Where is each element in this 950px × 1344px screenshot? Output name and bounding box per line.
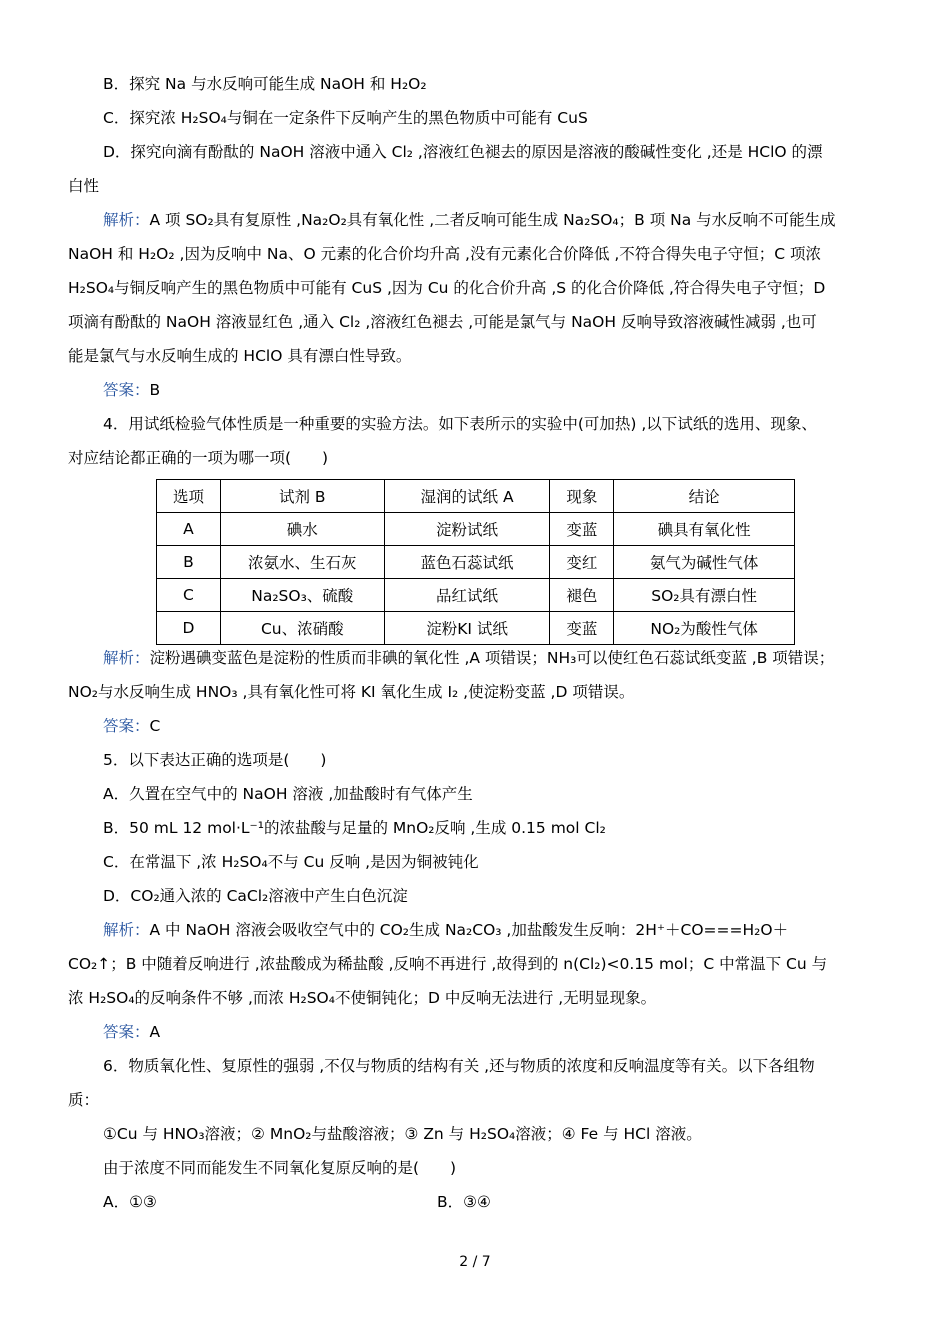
experiment-table (156, 479, 795, 645)
table-header: 湿润的试纸 A (384, 480, 550, 513)
analysis-text: A 中 NaOH 溶液会吸收空气中的 CO₂生成 Na₂CO₃ ,加盐酸发生反响：2H⁺＋CO===H₂O＋ (149, 921, 789, 939)
q3-option-c: C．探究浓 H₂SO₄与铜在一定条件下反响产生的黑色物质中可能有 CuS (103, 109, 588, 127)
table-cell: C (157, 579, 221, 612)
q3-analysis-line: NaOH 和 H₂O₂ ,因为反响中 Na、O 元素的化合价均升高 ,没有元素化合价降低 ,不符合得失电子守恒；C 项浓 (68, 245, 822, 263)
q5-stem: 5．以下表达正确的选项是( ) (103, 751, 327, 769)
table-header-row (157, 480, 795, 513)
table-row (157, 513, 795, 546)
q4-stem-cont: 对应结论都正确的一项为哪一项( ) (68, 449, 329, 467)
q3-option-b: B．探究 Na 与水反响可能生成 NaOH 和 H₂O₂ (103, 75, 427, 93)
q3-analysis-line: H₂SO₄与铜反响产生的黑色物质中可能有 CuS ,因为 Cu 的化合价升高 ,S 的化合价降低 ,符合得失电子守恒；D (68, 279, 826, 297)
q6-stem-cont: 质： (68, 1091, 100, 1109)
table-cell: SO₂具有漂白性 (614, 579, 795, 612)
table-cell: 氨气为碱性气体 (614, 546, 795, 579)
table-cell: 蓝色石蕊试纸 (384, 546, 550, 579)
q3-option-d: D．探究向滴有酚酞的 NaOH 溶液中通入 Cl₂ ,溶液红色褪去的原因是溶液的酸碱性变化 ,还是 HClO 的漂 (103, 143, 823, 161)
analysis-label: 解析： (103, 921, 150, 939)
q5-option-b: B．50 mL 12 mol·L⁻¹的浓盐酸与足量的 MnO₂反响 ,生成 0.15 mol Cl₂ (103, 819, 606, 837)
table-cell: 碘水 (220, 513, 384, 546)
table-cell: 变红 (550, 546, 614, 579)
table-cell: NO₂为酸性气体 (614, 612, 795, 645)
table-cell: 变蓝 (550, 612, 614, 645)
q3-analysis-line: 能是氯气与水反响生成的 HClO 具有漂白性导致。 (68, 347, 412, 365)
table-cell: 褪色 (550, 579, 614, 612)
q6-option-b: B．③④ (437, 1193, 491, 1211)
table-header: 结论 (614, 480, 795, 513)
q5-analysis (103, 919, 788, 941)
analysis-label: 解析： (103, 649, 150, 667)
q4-stem: 4．用试纸检验气体性质是一种重要的实验方法。如下表所示的实验中(可加热) ,以下试纸的选用、现象、 (103, 415, 817, 433)
page-number: 2 / 7 (459, 1254, 491, 1270)
table-cell: 浓氨水、生石灰 (220, 546, 384, 579)
q5-analysis-line: CO₂↑；B 中随着反响进行 ,浓盐酸成为稀盐酸 ,反响不再进行 ,故得到的 n(Cl₂)<0.15 mol；C 中常温下 Cu 与 (68, 955, 828, 973)
q6-question: 由于浓度不同而能发生不同氧化复原反响的是( ) (103, 1159, 457, 1177)
table-row (157, 612, 795, 645)
table-cell: 碘具有氧化性 (614, 513, 795, 546)
q4-answer (103, 715, 160, 737)
q6-items: ①Cu 与 HNO₃溶液；② MnO₂与盐酸溶液；③ Zn 与 H₂SO₄溶液；④ Fe 与 HCl 溶液。 (103, 1125, 702, 1143)
answer-label: 答案： (103, 717, 150, 735)
analysis-text: 淀粉遇碘变蓝色是淀粉的性质而非碘的氧化性 ,A 项错误；NH₃可以使红色石蕊试纸变蓝 ,B 项错误； (149, 649, 835, 667)
q5-answer (103, 1021, 160, 1043)
q5-option-c: C．在常温下 ,浓 H₂SO₄不与 Cu 反响 ,是因为铜被钝化 (103, 853, 479, 871)
table-header: 选项 (157, 480, 221, 513)
q4-analysis (103, 647, 834, 669)
table-header: 试剂 B (220, 480, 384, 513)
table-cell: D (157, 612, 221, 645)
q5-option-d: D．CO₂通入浓的 CaCl₂溶液中产生白色沉淀 (103, 887, 408, 905)
table-cell: 淀粉KI 试纸 (384, 612, 550, 645)
q3-option-d-cont: 白性 (68, 177, 100, 195)
q3-analysis (103, 209, 836, 231)
answer-value: A (149, 1023, 161, 1041)
table-row (157, 546, 795, 579)
table-header: 现象 (550, 480, 614, 513)
table-cell: Cu、浓硝酸 (220, 612, 384, 645)
q6-stem: 6．物质氧化性、复原性的强弱 ,不仅与物质的结构有关 ,还与物质的浓度和反响温度等有关。以下各组物 (103, 1057, 815, 1075)
table-cell: 变蓝 (550, 513, 614, 546)
analysis-text: A 项 SO₂具有复原性 ,Na₂O₂具有氧化性 ,二者反响可能生成 Na₂SO₄；B 项 Na 与水反响不可能生成 (149, 211, 836, 229)
q4-analysis-line: NO₂与水反响生成 HNO₃ ,具有氧化性可将 KI 氧化生成 I₂ ,使淀粉变蓝 ,D 项错误。 (68, 683, 635, 701)
q6-option-a: A．①③ (103, 1193, 157, 1211)
table-cell: 淀粉试纸 (384, 513, 550, 546)
table-cell: B (157, 546, 221, 579)
q3-answer (103, 379, 160, 401)
q3-analysis-line: 项滴有酚酞的 NaOH 溶液显红色 ,通入 Cl₂ ,溶液红色褪去 ,可能是氯气与 NaOH 反响导致溶液碱性减弱 ,也可 (68, 313, 817, 331)
table-cell: A (157, 513, 221, 546)
table-row (157, 579, 795, 612)
table-cell: Na₂SO₃、硫酸 (220, 579, 384, 612)
analysis-label: 解析： (103, 211, 150, 229)
answer-value: B (149, 381, 161, 399)
answer-label: 答案： (103, 1023, 150, 1041)
q5-analysis-line: 浓 H₂SO₄的反响条件不够 ,而浓 H₂SO₄不使铜钝化；D 中反响无法进行 ,无明显现象。 (68, 989, 657, 1007)
q5-option-a: A．久置在空气中的 NaOH 溶液 ,加盐酸时有气体产生 (103, 785, 473, 803)
answer-value: C (149, 717, 161, 735)
answer-label: 答案： (103, 381, 150, 399)
table-cell: 品红试纸 (384, 579, 550, 612)
